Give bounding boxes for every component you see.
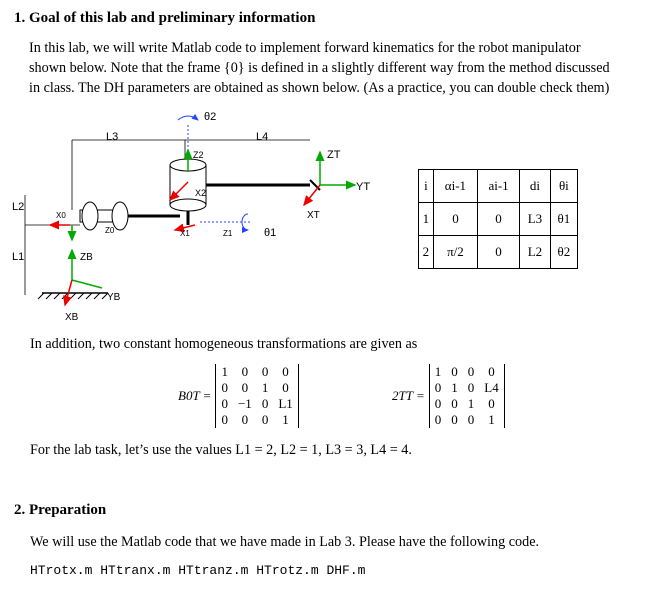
table-cell: θ2 xyxy=(550,236,577,269)
paragraph-line-3: in class. The DH parameters are obtained as shown below. (As a practice, you can double check them) xyxy=(29,80,610,96)
matrix-cell: 0 xyxy=(434,380,442,395)
section2-heading: 2. Preparation xyxy=(14,502,107,518)
label-X2: X2 xyxy=(195,188,207,198)
label-ZB: ZB xyxy=(80,252,93,263)
table-cell: L3 xyxy=(520,203,551,236)
section2-text: We will use the Matlab code that we have made in Lab 3. Please have the following code. xyxy=(30,534,540,550)
table-cell: 1 xyxy=(419,203,434,236)
label-ZT: ZT xyxy=(327,149,341,161)
right-matrix xyxy=(429,364,505,428)
left-transform xyxy=(178,364,299,428)
table-cell: 2 xyxy=(419,236,434,269)
table-cell: 0 xyxy=(478,236,520,269)
table-header: αi-1 xyxy=(433,170,477,203)
label-L4: L4 xyxy=(256,131,269,143)
matrix-cell: 0 xyxy=(261,396,269,411)
matrix-cell: 0 xyxy=(434,396,442,411)
label-theta1: θ1 xyxy=(264,227,277,239)
label-L3: L3 xyxy=(106,131,119,143)
table-cell: 0 xyxy=(433,203,477,236)
matrix-cell: 1 xyxy=(221,364,228,379)
label-X1: X1 xyxy=(180,229,190,238)
left-matrix xyxy=(215,364,298,428)
label-L1: L1 xyxy=(12,251,25,263)
label-YB: YB xyxy=(107,292,121,303)
matrix-cell: 0 xyxy=(261,364,269,379)
matrix-cell: 1 xyxy=(488,412,495,427)
matrix-cell: L1 xyxy=(278,396,293,411)
dh-parameter-table xyxy=(418,169,578,269)
matrix-cell: 0 xyxy=(451,396,458,411)
matrix-cell: 0 xyxy=(488,396,495,411)
label-Z2: Z2 xyxy=(193,150,204,160)
matrix-cell: L4 xyxy=(484,380,499,395)
label-XT: XT xyxy=(307,210,320,221)
transforms-intro: In addition, two constant homogeneous transformations are given as xyxy=(30,336,418,352)
matrix-cell: 0 xyxy=(241,380,249,395)
table-row xyxy=(419,203,578,236)
matrix-cell: 0 xyxy=(282,380,289,395)
label-YT: YT xyxy=(356,181,371,193)
matrix-cell: 0 xyxy=(241,364,249,379)
label-XB: XB xyxy=(65,312,79,323)
matrix-cell: 0 xyxy=(241,412,249,427)
matrix-cell: 1 xyxy=(451,380,458,395)
label-Z0: Z0 xyxy=(105,226,115,235)
table-header: di xyxy=(520,170,551,203)
matrix-cell: −1 xyxy=(237,396,252,411)
matrix-cell: 0 xyxy=(221,412,228,427)
table-header: i xyxy=(419,170,434,203)
matrix-cell: 1 xyxy=(434,364,442,379)
matrix-cell: 0 xyxy=(261,412,269,427)
matrix-cell: 0 xyxy=(467,380,475,395)
table-cell: 0 xyxy=(478,203,520,236)
section1-paragraph xyxy=(29,38,659,98)
matrix-cell: 1 xyxy=(261,380,269,395)
matrix-cell: 1 xyxy=(282,412,289,427)
joint1-body xyxy=(82,202,98,230)
values-line: For the lab task, let’s use the values L1 = 2, L2 = 1, L3 = 3, L4 = 4. xyxy=(30,442,412,458)
table-row xyxy=(419,236,578,269)
matrix-cell: 0 xyxy=(488,364,495,379)
matrix-cell: 1 xyxy=(467,396,475,411)
robot-diagram xyxy=(12,110,410,325)
left-transform-label: B0T = xyxy=(178,388,212,403)
matrix-cell: 0 xyxy=(282,364,289,379)
matrix-cell: 0 xyxy=(451,412,458,427)
right-transform xyxy=(392,364,505,428)
table-cell: θ1 xyxy=(550,203,577,236)
label-Z1: Z1 xyxy=(223,229,233,238)
table-header: ai-1 xyxy=(478,170,520,203)
matrix-cell: 0 xyxy=(451,364,458,379)
table-header: θi xyxy=(550,170,577,203)
paragraph-line-1: In this lab, we will write Matlab code to implement forward kinematics for the robot manipulator xyxy=(29,40,581,56)
paragraph-line-2: shown below. Note that the frame {0} is defined in a slightly different way from the method discussed xyxy=(29,60,610,76)
right-transform-label: 2TT = xyxy=(392,388,425,403)
label-X0: X0 xyxy=(56,211,66,220)
matrix-cell: 0 xyxy=(221,396,228,411)
label-theta2: θ2 xyxy=(204,111,217,123)
matrix-cell: 0 xyxy=(467,364,475,379)
table-header-row xyxy=(419,170,578,203)
code-file-list: HTrotx.m HTtranx.m HTtranz.m HTrotz.m DHF.m xyxy=(30,563,366,578)
table-cell: L2 xyxy=(520,236,551,269)
matrix-cell: 0 xyxy=(467,412,475,427)
table-cell: π/2 xyxy=(433,236,477,269)
section1-heading: 1. Goal of this lab and preliminary information xyxy=(14,10,316,26)
label-L2: L2 xyxy=(12,201,25,213)
matrix-cell: 0 xyxy=(221,380,228,395)
matrix-cell: 0 xyxy=(434,412,442,427)
